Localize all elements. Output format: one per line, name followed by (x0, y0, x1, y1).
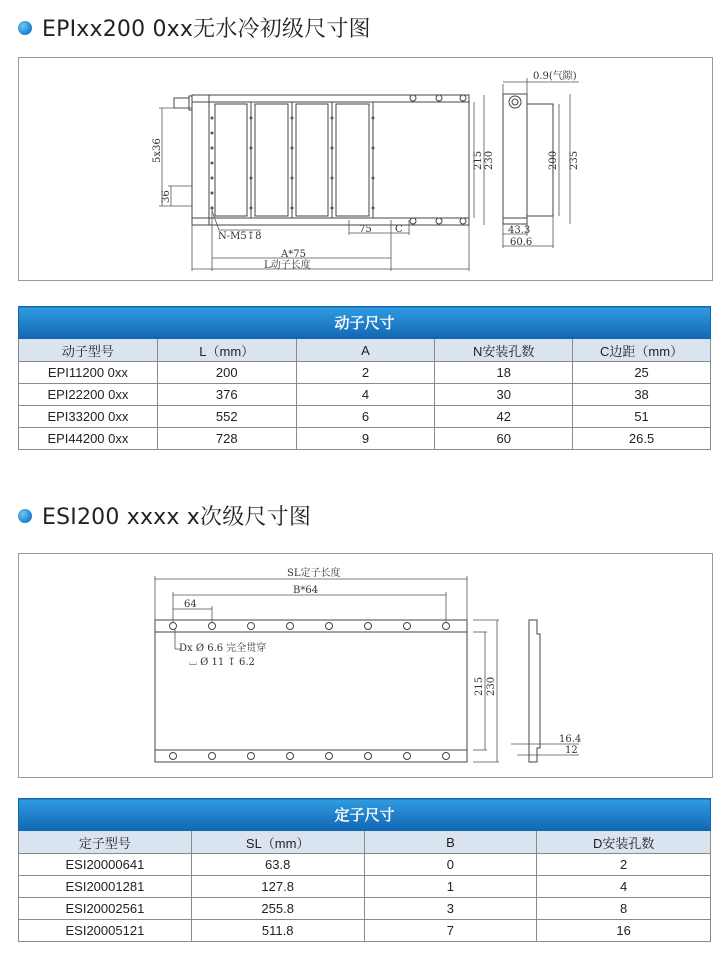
section-title-primary (18, 12, 371, 43)
table-cell: 255.8 (191, 898, 364, 920)
table-cell: 42 (435, 406, 573, 428)
table-cell: 4 (296, 384, 435, 406)
table-cell: 1 (364, 876, 537, 898)
table-cell: ESI20005121 (19, 920, 192, 942)
table-cell: ESI20002561 (19, 898, 192, 920)
table-cell: 7 (364, 920, 537, 942)
table-cell: EPI22200 0xx (19, 384, 158, 406)
primary-drawing (18, 57, 713, 281)
bullet-icon (18, 509, 32, 523)
table-cell: 60 (435, 428, 573, 450)
table-cell: 63.8 (191, 854, 364, 876)
table-cell: 4 (537, 876, 711, 898)
table-row (19, 898, 711, 920)
table-row (19, 428, 711, 450)
table-row (19, 406, 711, 428)
dim-230: 230 (486, 676, 497, 696)
section-title-secondary (18, 500, 311, 531)
table-cell: EPI33200 0xx (19, 406, 158, 428)
column-header: 定子型号 (19, 831, 192, 854)
dim-75: 75 (359, 224, 372, 235)
dim-215: 215 (473, 150, 484, 170)
section-title-text: ESI200 xxxx x次级尺寸图 (42, 505, 312, 530)
hole-label-through: Dx Ø 6.6 完全贯穿 (179, 643, 267, 654)
table-row (19, 384, 711, 406)
table-cell: 2 (537, 854, 711, 876)
dim-43-3: 43.3 (508, 225, 531, 236)
mover-spec-table (18, 306, 711, 450)
table-cell: 16 (537, 920, 711, 942)
dim-60-6: 60.6 (510, 237, 533, 248)
table-cell: 30 (435, 384, 573, 406)
table-cell: 38 (573, 384, 711, 406)
table-caption: 动子尺寸 (19, 307, 711, 339)
table-cell: 0 (364, 854, 537, 876)
dim-l: L动子长度 (264, 260, 311, 271)
table-row (19, 854, 711, 876)
table-cell: ESI20000641 (19, 854, 192, 876)
column-header: B (364, 831, 537, 854)
table-cell: 552 (157, 406, 296, 428)
table-cell: 26.5 (573, 428, 711, 450)
table-cell: 728 (157, 428, 296, 450)
mover-outline (192, 95, 469, 225)
secondary-drawing-svg (19, 554, 712, 777)
dim-12: 12 (565, 745, 578, 756)
cable-connector (174, 98, 189, 108)
hole-label: N-M5↧8 (218, 231, 262, 242)
table-cell: 511.8 (191, 920, 364, 942)
table-row (19, 876, 711, 898)
table-cell: 25 (573, 362, 711, 384)
gap-label: 0.9(气隙) (533, 71, 577, 82)
table-cell: 18 (435, 362, 573, 384)
dim-36: 36 (161, 190, 172, 203)
hole-label-counterbore: ⌴ Ø 11 ↧ 6.2 (189, 657, 255, 668)
table-cell: 2 (296, 362, 435, 384)
table-cell: EPI44200 0xx (19, 428, 158, 450)
table-cell: 9 (296, 428, 435, 450)
table-caption: 定子尺寸 (19, 799, 711, 831)
dim-200: 200 (548, 150, 559, 170)
table-cell: ESI20001281 (19, 876, 192, 898)
column-header: C边距（mm） (573, 339, 711, 362)
table-row (19, 920, 711, 942)
bullet-icon (18, 21, 32, 35)
table-cell: 376 (157, 384, 296, 406)
column-header: A (296, 339, 435, 362)
dim-c: C (395, 224, 403, 235)
column-header: L（mm） (157, 339, 296, 362)
column-header: D安装孔数 (537, 831, 711, 854)
table-cell: 200 (157, 362, 296, 384)
stator-outline (155, 620, 467, 762)
table-cell: 8 (537, 898, 711, 920)
column-header: N安装孔数 (435, 339, 573, 362)
dim-16-4: 16.4 (559, 734, 582, 745)
primary-drawing-svg (19, 58, 712, 280)
mover-side-view (503, 94, 527, 224)
secondary-drawing (18, 553, 713, 778)
dim-215: 215 (474, 676, 485, 696)
table-cell: 51 (573, 406, 711, 428)
table-row (19, 362, 711, 384)
dim-5x36: 5x36 (152, 138, 163, 163)
section-title-text: EPIxx200 0xx无水冷初级尺寸图 (42, 17, 371, 42)
dim-230: 230 (484, 150, 495, 170)
dim-a75: A*75 (281, 249, 306, 260)
dim-64: 64 (184, 599, 197, 610)
dim-b64: B*64 (293, 585, 319, 596)
table-cell: 127.8 (191, 876, 364, 898)
dim-235: 235 (569, 150, 580, 170)
stator-side-view (529, 620, 540, 762)
stator-spec-table (18, 798, 711, 942)
table-cell: 3 (364, 898, 537, 920)
table-cell: 6 (296, 406, 435, 428)
column-header: 动子型号 (19, 339, 158, 362)
table-cell: EPI11200 0xx (19, 362, 158, 384)
dim-sl: SL定子长度 (287, 568, 341, 579)
column-header: SL（mm） (191, 831, 364, 854)
